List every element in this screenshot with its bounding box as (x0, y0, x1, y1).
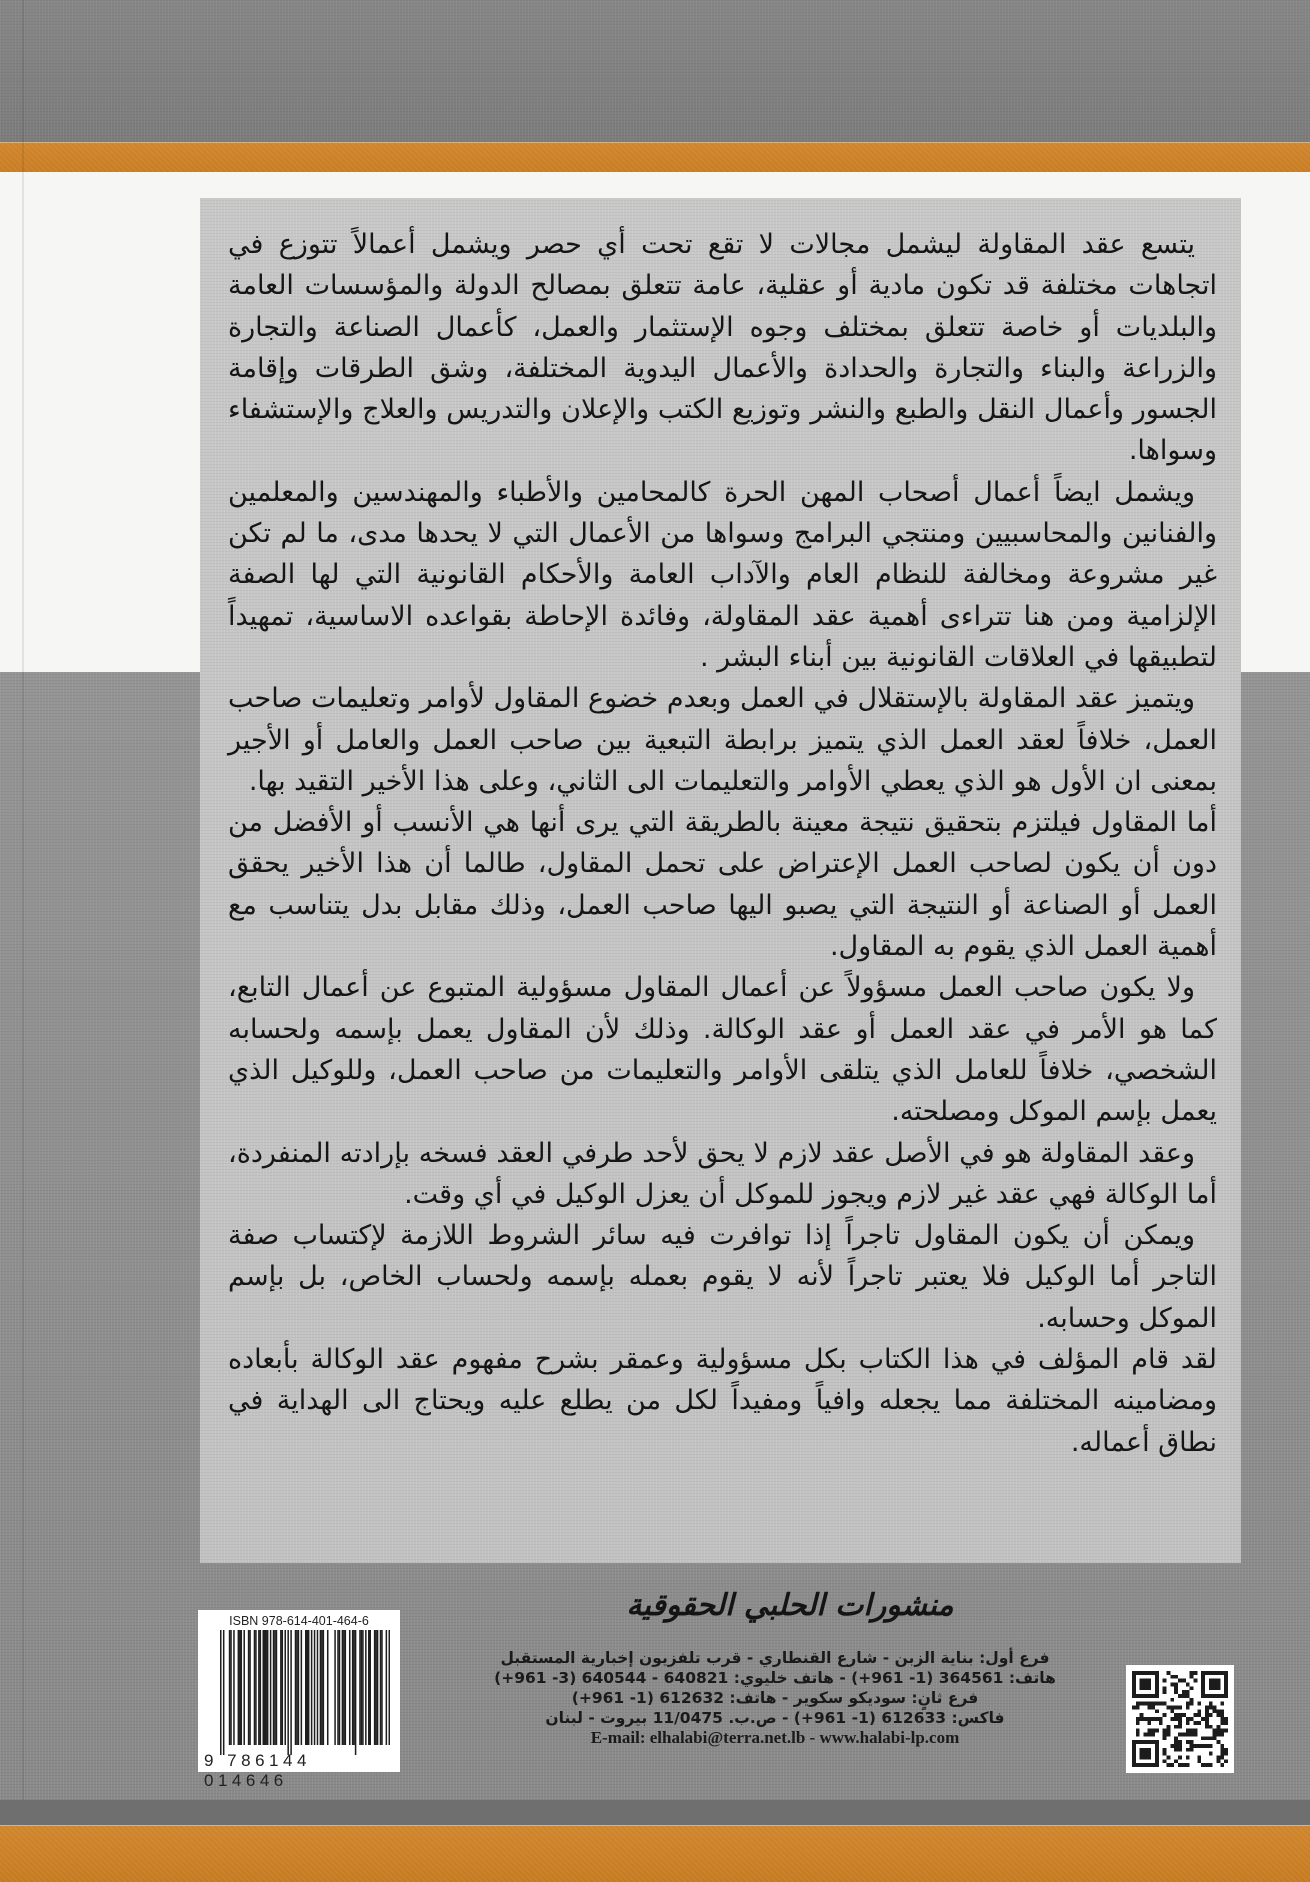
qr-module (1220, 1729, 1224, 1733)
qr-module (1170, 1709, 1174, 1713)
qr-module (1178, 1732, 1182, 1736)
isbn-digits: 9 786144 014646 (204, 1751, 311, 1790)
barcode-bar (345, 1630, 347, 1745)
qr-module (1174, 1686, 1178, 1690)
qr-module (1190, 1740, 1194, 1744)
qr-module (1220, 1732, 1224, 1736)
barcode-bar (273, 1630, 275, 1745)
qr-module (1193, 1721, 1197, 1725)
barcode-bar (296, 1630, 298, 1745)
barcode-bar (380, 1630, 382, 1745)
qr-module (1220, 1755, 1224, 1759)
blurb-paragraph: يتسع عقد المقاولة ليشمل مجالات لا تقع تحت أي حصر ويشمل أعمالاً تتوزع في اتجاهات مختلفة قد تكون مادية أو عقلية، عامة تتعلق بمصالح الدولة والمؤسسات العامة والبلديات أو خاصة تتعلق بمختلف وجوه الإستثمار والعمل، كأعمال الصناعة والتجارة والزراعة والبناء والتجارة والحدادة والأعمال اليدوية المختلفة، وشق الطرقات وإقامة الجسور وأعمال النقل والطبع والنشر وتوزيع الكتب والإعلان والتدريس والعلاج والإستشفاء وسواها. (228, 229, 1217, 467)
qr-module (1190, 1702, 1194, 1706)
qr-module (1167, 1755, 1171, 1759)
qr-module (1186, 1717, 1190, 1721)
qr-module (1147, 1717, 1151, 1721)
blurb-paragraph: وعقد المقاولة هو في الأصل عقد لازم لا يحق لأحد طرفي العقد فسخه بإرادته المنفردة، أما الوكالة فهي عقد غير لازم ويجوز للموكل أن يعزل الوكيل في أي وقت. (228, 1137, 1217, 1210)
qr-module (1178, 1717, 1182, 1721)
barcode-bar (295, 1630, 297, 1745)
qr-module (1170, 1706, 1174, 1710)
blurb-paragraph: ويتميز عقد المقاولة بالإستقلال في العمل وبعدم خضوع المقاول لأوامر وتعليمات صاحب العمل، خلافاً لعقد العمل الذي يتميز برابطة التبعية بين صاحب العمل والعامل أو الأجير بمعنى ان الأول هو الذي يعطي الأوامر والتعليمات الى الثاني، وعلى هذا الأخير التقيد بها. (228, 683, 1217, 797)
qr-module (1167, 1729, 1171, 1733)
qr-module (1163, 1732, 1167, 1736)
qr-module (1213, 1709, 1217, 1713)
barcode-bar (308, 1630, 310, 1745)
barcode-bar (362, 1630, 364, 1745)
qr-module (1205, 1763, 1209, 1767)
qr-module (1193, 1732, 1197, 1736)
qr-module (1186, 1763, 1190, 1767)
qr-module (1147, 1706, 1151, 1710)
barcode-bar (352, 1630, 354, 1745)
qr-module (1155, 1709, 1159, 1713)
isbn-label: ISBN 978-614-401-464-6 (229, 1614, 369, 1628)
qr-module (1163, 1752, 1167, 1756)
barcode-bar (301, 1630, 303, 1745)
qr-module (1201, 1736, 1205, 1740)
qr-module (1136, 1729, 1140, 1733)
barcode-bar (381, 1630, 383, 1745)
qr-module (1136, 1717, 1140, 1721)
qr-module (1178, 1713, 1182, 1717)
qr-module (1205, 1717, 1209, 1721)
qr-module (1147, 1729, 1151, 1733)
qr-module (1155, 1729, 1159, 1733)
barcode-bar (368, 1630, 370, 1745)
qr-module (1209, 1763, 1213, 1767)
qr-module (1174, 1690, 1178, 1694)
barcode-bar (270, 1630, 272, 1745)
qr-module (1174, 1683, 1178, 1687)
qr-module (1163, 1748, 1167, 1752)
barcode-bar (353, 1630, 355, 1745)
qr-module (1136, 1732, 1140, 1736)
barcode-bar (321, 1630, 323, 1745)
barcode-bar (323, 1630, 325, 1745)
qr-module (1209, 1679, 1221, 1691)
orange-accent-stripe-top (0, 142, 1310, 172)
barcode-bar (264, 1630, 266, 1745)
qr-module (1197, 1709, 1201, 1713)
qr-module (1186, 1732, 1190, 1736)
qr-module (1167, 1725, 1171, 1729)
qr-module (1163, 1713, 1167, 1717)
qr-module (1186, 1721, 1190, 1725)
qr-module (1209, 1713, 1213, 1717)
qr-module (1170, 1698, 1174, 1702)
qr-module (1190, 1686, 1194, 1690)
qr-module (1151, 1729, 1155, 1733)
qr-module (1182, 1690, 1186, 1694)
qr-module (1224, 1759, 1228, 1763)
address-line-branch-1: فرع أول: بناية الزبن - شارع القنطاري - قرب تلفزيون إخبارية المستقبل (500, 1649, 1050, 1667)
qr-module (1220, 1744, 1224, 1748)
qr-module (1155, 1717, 1159, 1721)
barcode-bar (317, 1630, 319, 1745)
barcode-bar (267, 1630, 269, 1745)
blurb-paragraph: أما المقاول فيلتزم بتحقيق نتيجة معينة بالطريقة التي يرى أنها هي الأنسب أو الأفضل من دون أن يكون لصاحب العمل الإعتراض على تحمل المقاول، طالما أن هذا الأخير يحقق العمل أو الصناعة أو النتيجة التي يصبو اليها صاحب العمل، وذلك مقابل بدل يتناسب مع أهمية العمل الذي يقوم به المقاول. (228, 807, 1217, 963)
qr-module (1167, 1706, 1171, 1710)
barcode-bar (280, 1630, 282, 1745)
barcode-bar (342, 1630, 344, 1745)
barcode-bar (355, 1630, 357, 1755)
qr-module (1174, 1736, 1178, 1740)
qr-module (1220, 1763, 1224, 1767)
barcode-icon (220, 1630, 390, 1755)
qr-module (1205, 1721, 1209, 1725)
qr-module (1205, 1736, 1209, 1740)
barcode-bar (298, 1630, 300, 1745)
qr-module (1205, 1744, 1209, 1748)
qr-module (1178, 1721, 1182, 1725)
qr-code-icon (1126, 1665, 1234, 1773)
qr-module (1186, 1740, 1190, 1744)
qr-module (1224, 1721, 1228, 1725)
blurb-text-panel (200, 198, 1241, 1563)
qr-module (1182, 1694, 1186, 1698)
barcode-bar (359, 1630, 361, 1745)
qr-module (1182, 1679, 1186, 1683)
qr-module (1213, 1706, 1217, 1710)
gray-accent-stripe-bottom (0, 1800, 1310, 1826)
qr-module (1216, 1740, 1220, 1744)
qr-module (1197, 1721, 1201, 1725)
qr-module (1197, 1755, 1201, 1759)
qr-module (1159, 1702, 1163, 1706)
orange-accent-stripe-bottom (0, 1826, 1310, 1882)
qr-module (1193, 1679, 1197, 1683)
barcode-bar (339, 1630, 341, 1745)
qr-module (1140, 1748, 1152, 1760)
qr-module (1140, 1702, 1144, 1706)
qr-module (1170, 1744, 1174, 1748)
qr-module (1216, 1732, 1220, 1736)
qr-module (1178, 1755, 1182, 1759)
qr-module (1174, 1725, 1178, 1729)
barcode-bar (374, 1630, 376, 1745)
blurb-paragraph: ويمكن أن يكون المقاول تاجراً إذا توافرت فيه سائر الشروط اللازمة لإكتساب صفة التاجر أما الوكيل فلا يعتبر تاجراً لأنه لا يقوم بعمله بإسمه ولحساب الخاص، بل بإسم الموكل وحسابه. (228, 1220, 1217, 1334)
qr-module (1209, 1706, 1213, 1710)
barcode-bar (243, 1630, 245, 1745)
barcode-bar (263, 1630, 265, 1745)
address-line-branch-2: فرع ثانٍ: سوديكو سكوير - هاتف: 612632 (1- 961+) (571, 1689, 979, 1707)
qr-module (1224, 1717, 1228, 1721)
qr-module (1197, 1759, 1201, 1763)
qr-module (1209, 1752, 1213, 1756)
barcode-bar (287, 1630, 289, 1755)
qr-module (1193, 1671, 1197, 1675)
qr-module (1170, 1683, 1174, 1687)
barcode-bar (276, 1630, 278, 1745)
blurb-paragraph: ويشمل ايضاً أعمال أصحاب المهن الحرة كالمحامين والأطباء والمهندسين والمعلمين والفنانين والمحاسبيين ومنتجي البرامج وسواها من الأعمال التي لا يحدها مدى، ما لم تكن غير مشروعة ومخالفة للنظام العام والآداب العامة والأحكام القانونية التي لها الصفة الإلزامية ومن هنا تتراءى أهمية عقد المقاولة، وفائدة الإحاطة بقواعده الاساسية، تمهيداً لتطبيقها في العلاقات القانونية بين أبناء البشر . (228, 476, 1217, 673)
qr-module (1186, 1690, 1190, 1694)
qr-module (1190, 1717, 1194, 1721)
qr-module (1190, 1732, 1194, 1736)
qr-module (1174, 1713, 1178, 1717)
qr-module (1190, 1698, 1194, 1702)
publisher-address (470, 1648, 1080, 1748)
contact-email-web: E-mail: elhalabi@terra.net.lb - www.halabi-lp.com (590, 1728, 960, 1747)
qr-module (1186, 1729, 1190, 1733)
blurb-paragraph: لقد قام المؤلف في هذا الكتاب بكل مسؤولية وعمقر بشرح مفهوم عقد الوكالة بأبعاده ومضامينه المختلفة مما يجعله وافياً ومفيداً لكل من يطلع عليه ويحتاج الى الهداية في نطاق أعماله. (228, 1344, 1217, 1458)
qr-module (1159, 1717, 1163, 1721)
qr-module (1197, 1744, 1201, 1748)
qr-module (1220, 1709, 1224, 1713)
qr-module (1178, 1740, 1182, 1744)
barcode-bar (343, 1630, 345, 1745)
qr-module (1186, 1748, 1190, 1752)
qr-module (1163, 1679, 1167, 1683)
barcode-bar (274, 1630, 276, 1745)
qr-module (1224, 1752, 1228, 1756)
qr-module (1174, 1675, 1178, 1679)
qr-module (1144, 1702, 1148, 1706)
qr-module (1170, 1763, 1174, 1767)
qr-module (1144, 1732, 1148, 1736)
qr-module (1155, 1702, 1159, 1706)
qr-module (1147, 1732, 1151, 1736)
qr-module (1216, 1709, 1220, 1713)
qr-module (1190, 1744, 1194, 1748)
barcode-bar (327, 1630, 329, 1745)
qr-module (1140, 1679, 1152, 1691)
qr-module (1186, 1702, 1190, 1706)
barcode-bar (306, 1630, 308, 1745)
qr-module (1220, 1702, 1224, 1706)
qr-module (1182, 1763, 1186, 1767)
qr-module (1163, 1729, 1167, 1733)
barcode-bar (311, 1630, 313, 1745)
barcode-bar (260, 1630, 262, 1745)
address-line-phones-1: هاتف: 364561 (1- 961+) - هاتف خليوي: 640821 - 640544 (3- 961+) (494, 1669, 1056, 1687)
qr-module (1205, 1725, 1209, 1729)
qr-module (1147, 1702, 1151, 1706)
barcode-bar (389, 1630, 390, 1745)
qr-module (1174, 1759, 1178, 1763)
qr-module (1163, 1736, 1167, 1740)
qr-module (1193, 1744, 1197, 1748)
barcode-bar (248, 1630, 250, 1745)
qr-module (1167, 1763, 1171, 1767)
qr-module (1182, 1732, 1186, 1736)
qr-module (1178, 1748, 1182, 1752)
qr-module (1220, 1713, 1224, 1717)
qr-module (1216, 1759, 1220, 1763)
qr-module (1209, 1736, 1213, 1740)
qr-module (1197, 1702, 1201, 1706)
qr-module (1205, 1706, 1209, 1710)
qr-module (1209, 1744, 1213, 1748)
barcode-bar (265, 1630, 267, 1745)
qr-module (1178, 1763, 1182, 1767)
barcode-bar (233, 1630, 235, 1745)
barcode-bar (229, 1630, 231, 1745)
qr-module (1216, 1725, 1220, 1729)
isbn-barcode (198, 1610, 400, 1790)
qr-module (1151, 1706, 1155, 1710)
qr-module (1151, 1717, 1155, 1721)
qr-module (1174, 1717, 1178, 1721)
qr-module (1178, 1744, 1182, 1748)
qr-module (1174, 1748, 1178, 1752)
barcode-bar (386, 1630, 388, 1745)
qr-module (1193, 1713, 1197, 1717)
qr-module (1216, 1755, 1220, 1759)
qr-module (1201, 1717, 1205, 1721)
qr-module (1151, 1732, 1155, 1736)
qr-module (1174, 1744, 1178, 1748)
qr-module (1178, 1679, 1182, 1683)
qr-module (1201, 1744, 1205, 1748)
qr-module (1163, 1686, 1167, 1690)
qr-module (1178, 1725, 1182, 1729)
barcode-bar (361, 1630, 363, 1745)
barcode-bar (314, 1630, 316, 1745)
qr-module (1136, 1702, 1140, 1706)
qr-module (1186, 1706, 1190, 1710)
qr-module (1174, 1740, 1178, 1744)
qr-module (1151, 1702, 1155, 1706)
qr-module (1182, 1713, 1186, 1717)
barcode-bar (254, 1630, 256, 1745)
qr-module (1220, 1717, 1224, 1721)
barcode-bar (320, 1630, 322, 1745)
barcode-bar (220, 1630, 222, 1755)
barcode-bar (239, 1630, 241, 1745)
qr-module (1220, 1748, 1224, 1752)
qr-module (1186, 1694, 1190, 1698)
qr-module (1163, 1759, 1167, 1763)
barcode-bar (249, 1630, 251, 1745)
qr-module (1205, 1709, 1209, 1713)
qr-module (1190, 1675, 1194, 1679)
qr-module (1193, 1729, 1197, 1733)
qr-module (1170, 1717, 1174, 1721)
spine-hinge-line (22, 0, 24, 1882)
qr-module (1220, 1752, 1224, 1756)
qr-module (1216, 1713, 1220, 1717)
barcode-bar (241, 1630, 243, 1745)
qr-module (1205, 1713, 1209, 1717)
qr-module (1220, 1721, 1224, 1725)
barcode-bar (375, 1630, 377, 1745)
qr-module (1132, 1706, 1136, 1710)
qr-module (1224, 1748, 1228, 1752)
qr-module (1186, 1683, 1190, 1687)
qr-module (1178, 1694, 1182, 1698)
qr-module (1140, 1713, 1144, 1717)
blurb-paragraph: ولا يكون صاحب العمل مسؤولاً عن أعمال المقاول مسؤولية المتبوع عن أعمال التابع، كما هو الأمر في عقد العمل أو عقد الوكالة. وذلك لأن المقاول يعمل بإسمه ولحسابه الشخصي، خلافاً للعامل الذي يتلقى الأوامر والتعليمات من صاحب العمل، وللوكيل الذي يعمل بإسم الموكل ومصلحته. (228, 972, 1217, 1128)
barcode-bar (290, 1630, 292, 1755)
qr-module (1147, 1721, 1151, 1725)
barcode-bar (349, 1630, 351, 1745)
qr-module (1190, 1671, 1194, 1675)
qr-module (1216, 1729, 1220, 1733)
qr-module (1140, 1717, 1144, 1721)
barcode-bar (255, 1630, 257, 1745)
barcode-bar (230, 1630, 232, 1745)
qr-module (1136, 1721, 1140, 1725)
qr-module (1197, 1713, 1201, 1717)
qr-module (1213, 1729, 1217, 1733)
barcode-bar (238, 1630, 240, 1745)
qr-module (1178, 1706, 1182, 1710)
qr-module (1209, 1725, 1213, 1729)
qr-module (1209, 1702, 1213, 1706)
barcode-bar (365, 1630, 367, 1745)
publisher-logo: منشورات الحلبي الحقوقية (626, 1588, 954, 1623)
qr-module (1159, 1721, 1163, 1725)
barcode-bar (337, 1630, 339, 1745)
qr-module (1163, 1690, 1167, 1694)
qr-module (1190, 1729, 1194, 1733)
qr-module (1167, 1671, 1171, 1675)
qr-module (1201, 1763, 1205, 1767)
qr-module (1190, 1748, 1194, 1752)
qr-module (1163, 1702, 1167, 1706)
qr-module (1213, 1732, 1217, 1736)
cover-top-band (0, 0, 1310, 142)
barcode-bar (369, 1630, 371, 1745)
barcode-bar (223, 1630, 225, 1755)
barcode-bar (282, 1630, 284, 1745)
barcode-bar (305, 1630, 307, 1745)
qr-module (1170, 1675, 1174, 1679)
qr-module (1224, 1729, 1228, 1733)
address-line-fax: فاكس: 612633 (1- 961+) - ص.ب. 11/0475 بيروت - لبنان (545, 1709, 1005, 1727)
qr-module (1136, 1706, 1140, 1710)
barcode-bar (284, 1630, 286, 1745)
barcode-bar (334, 1630, 336, 1745)
barcode-bar (377, 1630, 379, 1745)
qr-module (1144, 1717, 1148, 1721)
qr-module (1213, 1736, 1217, 1740)
qr-module (1167, 1732, 1171, 1736)
qr-module (1174, 1706, 1178, 1710)
qr-module (1186, 1755, 1190, 1759)
barcode-bar (258, 1630, 260, 1745)
